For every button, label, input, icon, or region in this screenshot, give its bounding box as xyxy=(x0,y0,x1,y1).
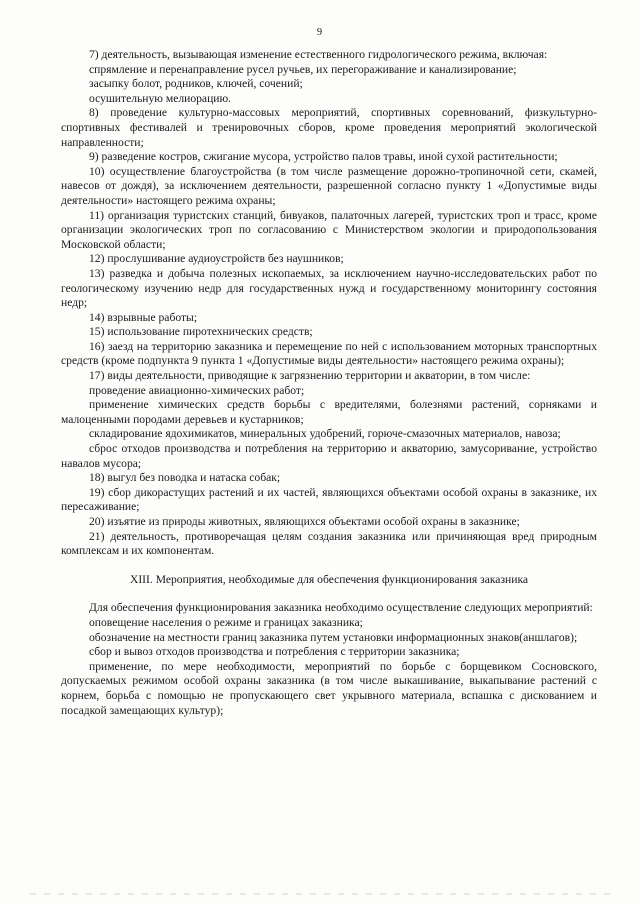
paragraph-p12: 12) прослушивание аудиоустройств без наушников; xyxy=(89,252,344,266)
paragraph-p8: 8) проведение культурно-массовых мероприятий, спортивных соревнований, физкультурно-спортивных фестивалей и тренировочных сборов, кроме проведения мероприятий экологической направленности; xyxy=(61,106,597,149)
paragraph-p18: 18) выгул без поводка и натаска собак; xyxy=(89,471,281,485)
paragraph-p7c: осушительную мелиорацию. xyxy=(89,91,232,105)
paragraph-p15: 15) использование пиротехнических средств; xyxy=(89,325,313,339)
paragraph-s5: применение, по мере необходимости, мероприятий по борьбе с борщевиком Сосновского, допускаемых режимом особой охраны заказника (в том числе выкашивание, выкапывание растений с корнем, борьба с помощью не пропускающего свет укрывного материала, вспашка с дискованием и посадкой замещающих культур); xyxy=(61,659,597,717)
paragraph-p14: 14) взрывные работы; xyxy=(89,310,198,324)
paragraph-p7b: засыпку болот, родников, ключей, сочений; xyxy=(89,77,303,91)
paragraph-p13: 13) разведка и добыча полезных ископаемых, за исключением научно-исследовательских работ по геологическому изучению недр для государственных нужд и государственному мониторингу состояния недр; xyxy=(61,266,597,310)
paragraph-s4: сбор и вывоз отходов производства и потребления с территории заказника; xyxy=(89,645,460,659)
paragraph-s2: оповещение населения о режиме и границах заказника; xyxy=(89,615,363,629)
paragraph-p17d: сброс отходов производства и потребления на территорию и акваторию, замусоривание, устройство навалов мусора; xyxy=(61,442,597,470)
paragraph-p7a: спрямление и перенаправление русел ручьев, их перегораживание и канализирование; xyxy=(89,62,517,76)
paragraph-p19: 19) сбор дикорастущих растений и их частей, являющихся объектами особой охраны в заказнике, их пересаживание; xyxy=(61,485,597,514)
paragraph-p17a: проведение авиационно-химических работ; xyxy=(89,383,305,397)
paragraph-p11: 11) организация туристских станций, бивуаков, палаточных лагерей, туристских троп и трасс, кроме организации экологических троп по согласованию с Министерством экологии и природопользования Московской области; xyxy=(61,208,597,251)
section-heading: XIII. Мероприятия, необходимые для обеспечения функционирования заказника xyxy=(129,572,529,586)
scan-artifact xyxy=(30,893,610,895)
paragraph-p16: 16) заезд на территорию заказника и перемещение по ней с использованием моторных транспортных средств (кроме подпункта 9 пункта 1 «Допустимые виды деятельности» настоящего режима охраны); xyxy=(61,339,597,368)
page-number: 9 xyxy=(316,27,323,38)
paragraph-s1: Для обеспечения функционирования заказника необходимо осуществление следующих мероприятий: xyxy=(89,601,593,615)
document-body xyxy=(61,48,597,718)
paragraph-p20: 20) изъятие из природы животных, являющихся объектами особой охраны в заказнике; xyxy=(89,515,520,528)
paragraph-p9: 9) разведение костров, сжигание мусора, устройство палов травы, иной сухой растительности; xyxy=(89,150,558,164)
measures-list xyxy=(61,601,597,718)
paragraph-p21: 21) деятельность, противоречащая целям создания заказника или причиняющая вред природным комплексам и их компонентам. xyxy=(61,529,597,558)
paragraph-p17c: складирование ядохимикатов, минеральных удобрений, горюче-смазочных материалов, навоза; xyxy=(89,427,561,441)
prohibited-activities-list xyxy=(61,48,597,559)
paragraph-p10: 10) осуществление благоустройства (в том числе размещение дорожно-тропиночной сети, скамей, навесов от дождя), за исключением деятельности, разрешенной согласно пункту 1 «Допустимые виды деятельности» настоящего режима охраны; xyxy=(61,164,597,207)
paragraph-p7: 7) деятельность, вызывающая изменение естественного гидрологического режима, включая: xyxy=(89,48,548,61)
paragraph-p17: 17) виды деятельности, приводящие к загрязнению территории и акватории, в том числе: xyxy=(89,369,531,383)
paragraph-s3: обозначение на местности границ заказника путем установки информационных знаков(аншлагов); xyxy=(89,630,578,644)
paragraph-p17b: применение химических средств борьбы с вредителями, болезнями растений, сорняками и малоценными породами деревьев и кустарников; xyxy=(61,398,597,426)
